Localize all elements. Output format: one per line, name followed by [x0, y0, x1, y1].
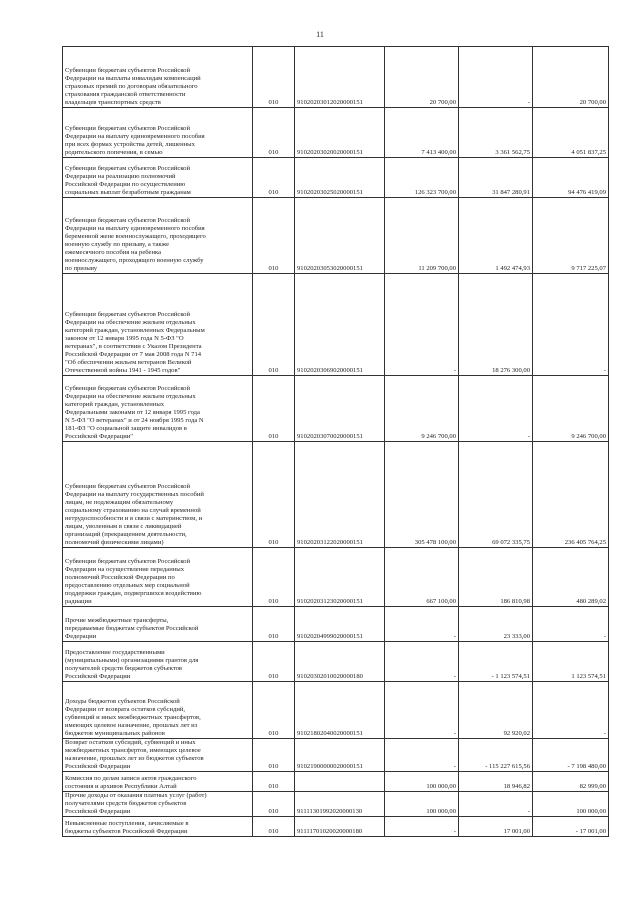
row-name-cell: Доходы бюджетов субъектов Российской Федерации от возврата остатков субсидий, субвенций и иных межбюджетных трансфертов, имеющих целевое назначение, прошлых лет из бюджетов муниципальных районов — [63, 682, 253, 739]
row-remaining-cell: 480 289,02 — [533, 548, 609, 607]
row-remaining-cell: - — [533, 607, 609, 642]
row-code-cell: 010 — [253, 682, 295, 739]
row-planned-cell: - — [385, 739, 459, 772]
row-name-cell: Субвенции бюджетам субъектов Российской Федерации на реализацию полномочий Российской Федерации по осуществлению социальных выплат безработным гражданам — [63, 158, 253, 198]
table-row — [63, 274, 609, 376]
row-remaining-cell: 100 000,00 — [533, 792, 609, 817]
row-remaining-cell: 236 405 764,25 — [533, 442, 609, 548]
row-kbk-cell: 91021802040020000151 — [295, 682, 385, 739]
row-kbk-cell: 91020203070020000151 — [295, 376, 385, 442]
row-remaining-cell: 9 717 225,07 — [533, 198, 609, 274]
row-code-cell: 010 — [253, 198, 295, 274]
row-planned-cell: 20 700,00 — [385, 47, 459, 108]
row-code-cell: 010 — [253, 548, 295, 607]
row-executed-cell: - — [459, 47, 533, 108]
row-remaining-cell: 4 051 837,25 — [533, 108, 609, 158]
row-kbk-cell: 91111301992020000130 — [295, 792, 385, 817]
row-planned-cell: 305 478 100,00 — [385, 442, 459, 548]
row-planned-cell: - — [385, 817, 459, 837]
row-name-cell: Невыясненные поступления, зачисляемые в бюджеты субъектов Российской Федерации — [63, 817, 253, 837]
table-row — [63, 817, 609, 837]
row-executed-cell: 17 001,00 — [459, 817, 533, 837]
row-code-cell: 010 — [253, 642, 295, 682]
table-row — [63, 198, 609, 274]
row-executed-cell: - — [459, 376, 533, 442]
table-row — [63, 792, 609, 817]
row-executed-cell: 18 946,82 — [459, 772, 533, 792]
row-kbk-cell: 91111701020020000180 — [295, 817, 385, 837]
budget-execution-table — [62, 46, 609, 837]
row-kbk-cell: 91021900000020000151 — [295, 739, 385, 772]
row-code-cell: 010 — [253, 47, 295, 108]
row-remaining-cell: - 17 001,00 — [533, 817, 609, 837]
row-planned-cell: 9 246 700,00 — [385, 376, 459, 442]
row-planned-cell: 11 209 700,00 — [385, 198, 459, 274]
table-row — [63, 108, 609, 158]
row-executed-cell: 1 492 474,93 — [459, 198, 533, 274]
row-planned-cell: 100 000,00 — [385, 772, 459, 792]
table-row — [63, 442, 609, 548]
page-number: 11 — [316, 30, 324, 39]
row-planned-cell: - — [385, 642, 459, 682]
row-kbk-cell — [295, 772, 385, 792]
row-code-cell: 010 — [253, 607, 295, 642]
row-executed-cell: 23 333,00 — [459, 607, 533, 642]
row-code-cell: 010 — [253, 108, 295, 158]
row-code-cell: 010 — [253, 792, 295, 817]
row-kbk-cell: 91020203020020000151 — [295, 108, 385, 158]
row-code-cell: 010 — [253, 739, 295, 772]
row-name-cell: Субвенции бюджетам субъектов Российской Федерации на осуществление переданных полномочий Российской Федерации по предоставлению отдельных мер социальной поддержки граждан, подвергшихся воздействию радиации — [63, 548, 253, 607]
row-name-cell: Комиссия по делам записи актов гражданского состояния и архивов Республики Алтай — [63, 772, 253, 792]
row-kbk-cell: 91020203025020000151 — [295, 158, 385, 198]
row-code-cell: 010 — [253, 817, 295, 837]
row-code-cell: 010 — [253, 442, 295, 548]
row-executed-cell: 92 920,02 — [459, 682, 533, 739]
row-executed-cell: - 1 123 574,51 — [459, 642, 533, 682]
row-remaining-cell: - 7 198 480,00 — [533, 739, 609, 772]
row-name-cell: Субвенции бюджетам субъектов Российской Федерации на выплату единовременного пособия при всех формах устройства детей, лишенных родительского попечения, в семью — [63, 108, 253, 158]
row-remaining-cell: - — [533, 274, 609, 376]
table-row — [63, 682, 609, 739]
row-name-cell: Субвенции бюджетам субъектов Российской Федерации на выплаты инвалидам компенсаций страховых премий по договорам обязательного страхования гражданской ответственности владельцев транспортных средств — [63, 47, 253, 108]
row-kbk-cell: 91020203069020000151 — [295, 274, 385, 376]
row-executed-cell: 69 072 335,75 — [459, 442, 533, 548]
row-planned-cell: 667 100,00 — [385, 548, 459, 607]
row-name-cell: Прочие доходы от оказания платных услуг (работ) получателями средств бюджетов субъектов Российской Федерации — [63, 792, 253, 817]
row-planned-cell: 126 323 700,00 — [385, 158, 459, 198]
row-executed-cell: 18 276 300,00 — [459, 274, 533, 376]
row-planned-cell: 7 413 400,00 — [385, 108, 459, 158]
row-kbk-cell: 91020203012020000151 — [295, 47, 385, 108]
row-kbk-cell: 91020203053020000151 — [295, 198, 385, 274]
row-remaining-cell: 9 246 700,00 — [533, 376, 609, 442]
row-planned-cell: - — [385, 607, 459, 642]
row-executed-cell: 31 847 280,91 — [459, 158, 533, 198]
row-planned-cell: - — [385, 274, 459, 376]
row-name-cell: Предоставление государственными (муниципальными) организациями грантов для получателей средств бюджетов субъектов Российской Федерации — [63, 642, 253, 682]
table-row — [63, 607, 609, 642]
row-planned-cell: - — [385, 682, 459, 739]
table-row — [63, 376, 609, 442]
row-code-cell: 010 — [253, 158, 295, 198]
row-name-cell: Субвенции бюджетам субъектов Российской Федерации на обеспечение жильем отдельных категорий граждан, установленных Федеральным законом от 12 января 1995 года N 5-ФЗ "О ветеранах", в соответствии с Указом Президента Российской Федерации от 7 мая 2008 года N 714 "Об обеспечении жильем ветеранов Великой Отечественной войны 1941 - 1945 годов" — [63, 274, 253, 376]
row-executed-cell: 3 361 562,75 — [459, 108, 533, 158]
row-name-cell: Субвенции бюджетам субъектов Российской Федерации на обеспечение жильем отдельных категорий граждан, установленных Федеральными законами от 12 января 1995 года N 5-ФЗ "О ветеранах" и от 24 ноября 1995 года N 181-ФЗ "О социальной защите инвалидов в Российской Федерации" — [63, 376, 253, 442]
row-name-cell: Субвенции бюджетам субъектов Российской Федерации на выплату государственных пособий лицам, не подлежащим обязательному социальному страхованию на случай временной нетрудоспособности и в связи с материнством, и лицам, уволенным в связи с ликвидацией организаций (прекращением деятельности, полномочий физическими лицами) — [63, 442, 253, 548]
row-kbk-cell: 91020203122020000151 — [295, 442, 385, 548]
row-remaining-cell: 1 123 574,51 — [533, 642, 609, 682]
row-name-cell: Возврат остатков субсидий, субвенций и иных межбюджетных трансфертов, имеющих целевое назначение, прошлых лет из бюджетов субъектов Российской Федерации — [63, 739, 253, 772]
row-code-cell: 010 — [253, 274, 295, 376]
table-row — [63, 772, 609, 792]
row-executed-cell: - — [459, 792, 533, 817]
table-row — [63, 47, 609, 108]
row-code-cell: 010 — [253, 376, 295, 442]
row-code-cell: 010 — [253, 772, 295, 792]
row-executed-cell: - 115 227 615,56 — [459, 739, 533, 772]
row-name-cell: Прочие межбюджетные трансферты, передаваемые бюджетам субъектов Российской Федерации — [63, 607, 253, 642]
row-name-cell: Субвенции бюджетам субъектов Российской Федерации на выплату единовременного пособия беременной жене военнослужащего, проходящего военную службу по призыву, а также ежемесячного пособия на ребенка военнослужащего, проходящего военную службу по призыву — [63, 198, 253, 274]
row-remaining-cell: 20 700,00 — [533, 47, 609, 108]
table-row — [63, 548, 609, 607]
row-remaining-cell: - — [533, 682, 609, 739]
row-kbk-cell: 91020302010020000180 — [295, 642, 385, 682]
row-kbk-cell: 91020204999020000151 — [295, 607, 385, 642]
row-planned-cell: 100 000,00 — [385, 792, 459, 817]
table-row — [63, 158, 609, 198]
table-row — [63, 642, 609, 682]
row-remaining-cell: 94 476 419,09 — [533, 158, 609, 198]
row-executed-cell: 186 810,98 — [459, 548, 533, 607]
row-remaining-cell: 82 999,00 — [533, 772, 609, 792]
table-row — [63, 739, 609, 772]
row-kbk-cell: 91020203123020000151 — [295, 548, 385, 607]
